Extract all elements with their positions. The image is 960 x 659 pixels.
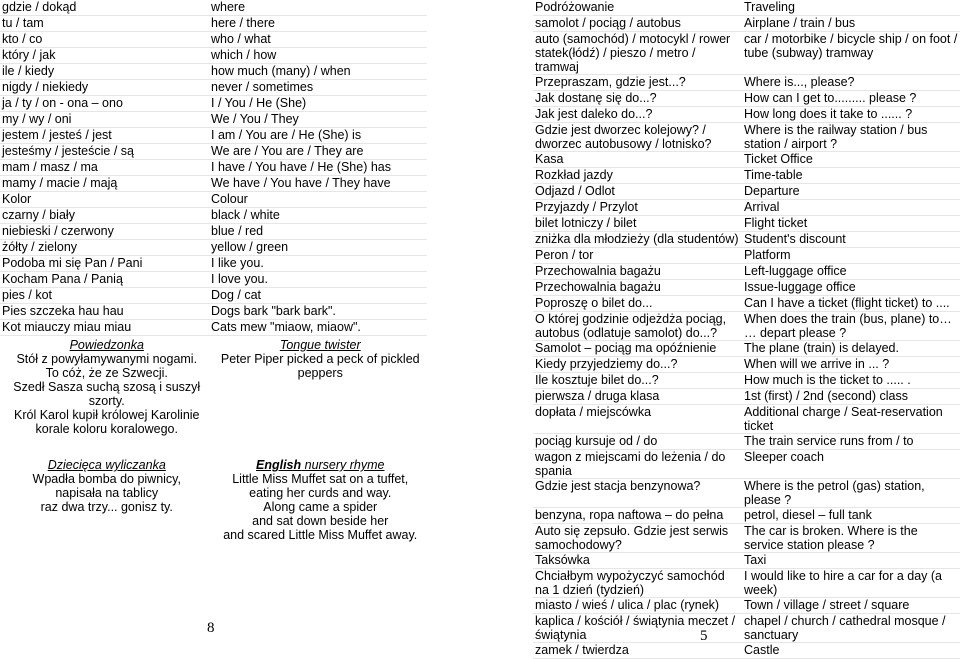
polish-phrase: Kocham Pana / Panią [0,272,209,288]
polish-phrase: jesteśmy / jesteście / są [0,144,209,160]
vocab-table-right [533,0,960,659]
polish-phrase: wagon z miejscami do leżenia / do spania [533,450,742,479]
rhyme2-pl-title: Dziecięca wyliczanka [47,458,166,472]
polish-phrase: pies / kot [0,288,209,304]
english-phrase: Additional charge / Seat-reservation ticket [742,405,960,434]
polish-phrase: zamek / twierdza [533,643,742,659]
vocab-row [533,200,960,216]
vocab-row [0,64,427,80]
english-phrase: petrol, diesel – full tank [742,508,960,524]
polish-phrase: czarny / biały [0,208,209,224]
english-phrase: Dogs bark "bark bark". [209,304,427,320]
vocab-row [0,256,427,272]
vocab-row [0,48,427,64]
polish-phrase: Auto się zepsuło. Gdzie jest serwis samochodowy? [533,524,742,553]
polish-phrase: Jak jest daleko do...? [533,107,742,123]
english-phrase: When does the train (bus, plane) to… … depart please ? [742,312,960,341]
polish-phrase: niebieski / czerwony [0,224,209,240]
polish-phrase: Taksówka [533,553,742,569]
polish-phrase: pociąg kursuje od / do [533,434,742,450]
polish-phrase: gdzie / dokąd [0,0,209,16]
english-phrase: When will we arrive in ... ? [742,357,960,373]
english-phrase: We / You / They [209,112,427,128]
vocab-row [533,123,960,152]
english-phrase: Where is the railway station / bus station / airport ? [742,123,960,152]
polish-phrase: Kasa [533,152,742,168]
rhyme-en-title: Tongue twister [279,338,361,352]
polish-phrase: Przepraszam, gdzie jest...? [533,75,742,91]
polish-phrase: benzyna, ropa naftowa – do pełna [533,508,742,524]
vocab-row [533,357,960,373]
vocab-row [0,80,427,96]
polish-phrase: Kot miauczy miau miau [0,320,209,336]
rhyme-en-column [214,338,428,436]
english-phrase: here / there [209,16,427,32]
polish-phrase: Przechowalnia bagażu [533,264,742,280]
english-phrase: How long does it take to ...... ? [742,107,960,123]
english-phrase: The train service runs from / to [742,434,960,450]
rhyme2-en-title-rest: nursery rhyme [301,458,385,472]
rhyme2-en-column [214,458,428,542]
english-phrase: where [209,0,427,16]
rhyme2-en-text: Little Miss Muffet sat on a tuffet, eating her curds and way. Along came a spider and sat down beside her and scared Little Miss Muffet away. [223,472,418,542]
vocab-row [0,112,427,128]
vocab-row [0,96,427,112]
polish-phrase: Samolot – pociąg ma opóźnienie [533,341,742,357]
english-phrase: Colour [209,192,427,208]
rhyme2-en-title [214,458,428,472]
polish-phrase: jestem / jesteś / jest [0,128,209,144]
polish-phrase: O której godzinie odjeżdża pociąg, autobus (odlatuje samolot) do...? [533,312,742,341]
polish-phrase: Kolor [0,192,209,208]
english-phrase: Time-table [742,168,960,184]
vocab-row [533,152,960,168]
english-phrase: Flight ticket [742,216,960,232]
vocab-row [533,405,960,434]
polish-phrase: miasto / wieś / ulica / plac (rynek) [533,598,742,614]
vocab-row [0,16,427,32]
english-phrase: which / how [209,48,427,64]
vocab-row [533,91,960,107]
polish-phrase: Rozkład jazdy [533,168,742,184]
english-phrase: The plane (train) is delayed. [742,341,960,357]
polish-phrase: dopłata / miejscówka [533,405,742,434]
english-phrase: The car is broken. Where is the service station please ? [742,524,960,553]
vocab-row [533,0,960,16]
polish-phrase: żółty / zielony [0,240,209,256]
english-phrase: Arrival [742,200,960,216]
polish-phrase: samolot / pociąg / autobus [533,16,742,32]
vocab-row [0,320,427,336]
vocab-row [533,569,960,598]
polish-phrase: Odjazd / Odlot [533,184,742,200]
english-phrase: how much (many) / when [209,64,427,80]
polish-phrase: ja / ty / on - ona – ono [0,96,209,112]
english-phrase: Traveling [742,0,960,16]
nursery-rhyme-section [0,458,427,542]
vocab-row [0,192,427,208]
vocab-row [533,434,960,450]
english-phrase: I love you. [209,272,427,288]
english-phrase: Left-luggage office [742,264,960,280]
vocab-row [533,107,960,123]
polish-phrase: kto / co [0,32,209,48]
vocab-row [533,479,960,508]
vocab-row [0,240,427,256]
polish-phrase: Chciałbym wypożyczyć samochód na 1 dzień (tydzień) [533,569,742,598]
polish-phrase: nigdy / niekiedy [0,80,209,96]
vocab-row [533,216,960,232]
english-phrase: Departure [742,184,960,200]
english-phrase: who / what [209,32,427,48]
rhyme2-pl-text: Wpadła bomba do piwnicy, napisała na tablicy raz dwa trzy... gonisz ty. [32,472,181,514]
vocab-row [0,304,427,320]
polish-phrase: Gdzie jest stacja benzynowa? [533,479,742,508]
english-phrase: blue / red [209,224,427,240]
vocab-row [533,232,960,248]
polish-phrase: Poproszę o bilet do... [533,296,742,312]
english-phrase: never / sometimes [209,80,427,96]
rhyme-pl-column [0,338,214,436]
polish-phrase: Ile kosztuje bilet do...? [533,373,742,389]
vocab-row [533,341,960,357]
english-phrase: 1st (first) / 2nd (second) class [742,389,960,405]
english-phrase: Taxi [742,553,960,569]
polish-phrase: zniżka dla młodzieży (dla studentów) [533,232,742,248]
vocab-row [533,32,960,75]
english-phrase: Issue-luggage office [742,280,960,296]
vocab-row [0,288,427,304]
vocab-table-left [0,0,427,336]
vocab-row [0,0,427,16]
rhyme-en-text: Peter Piper picked a peck of pickled peppers [220,352,420,380]
vocab-row [533,450,960,479]
english-phrase: black / white [209,208,427,224]
english-phrase: Platform [742,248,960,264]
polish-phrase: Peron / tor [533,248,742,264]
rhyme2-en-title-bold: English [255,458,302,472]
vocab-row [0,160,427,176]
page-number-left: 8 [207,620,215,636]
vocab-row [533,614,960,643]
english-phrase: Airplane / train / bus [742,16,960,32]
english-phrase: Cats mew "miaow, miaow". [209,320,427,336]
vocab-row [533,598,960,614]
english-phrase: Sleeper coach [742,450,960,479]
english-phrase: Student's discount [742,232,960,248]
polish-phrase: Przechowalnia bagażu [533,280,742,296]
english-phrase: We have / You have / They have [209,176,427,192]
vocab-row [533,248,960,264]
english-phrase: car / motorbike / bicycle ship / on foot / tube (subway) tramway [742,32,960,75]
rhyme2-pl-column [0,458,214,542]
polish-phrase: który / jak [0,48,209,64]
polish-phrase: kaplica / kościół / świątynia meczet / świątynia [533,614,742,643]
polish-phrase: mamy / macie / mają [0,176,209,192]
polish-phrase: Przyjazdy / Przylot [533,200,742,216]
english-phrase: Town / village / street / square [742,598,960,614]
polish-phrase: Jak dostanę się do...? [533,91,742,107]
vocab-row [533,553,960,569]
tongue-twister-section [0,338,427,436]
vocab-row [533,389,960,405]
english-phrase: I would like to hire a car for a day (a week) [742,569,960,598]
right-page [533,0,960,657]
polish-phrase: Podoba mi się Pan / Pani [0,256,209,272]
polish-phrase: auto (samochód) / motocykl / rower statek(łódź) / pieszo / metro / tramwaj [533,32,742,75]
vocab-row [0,176,427,192]
english-phrase: chapel / church / cathedral mosque / sanctuary [742,614,960,643]
vocab-row [0,144,427,160]
polish-phrase: Kiedy przyjedziemy do...? [533,357,742,373]
page-number-right: 5 [700,628,708,644]
polish-phrase: tu / tam [0,16,209,32]
vocab-row [533,643,960,659]
polish-phrase: mam / masz / ma [0,160,209,176]
polish-phrase: my / wy / oni [0,112,209,128]
english-phrase: Dog / cat [209,288,427,304]
vocab-row [533,264,960,280]
rhyme-pl-text: Stół z powyłamywanymi nogami. To cóż, że ze Szwecji. Szedł Sasza suchą szosą i suszył szorty. Król Karol kupił królowej Karolinie korale koloru koralowego. [13,352,201,436]
vocab-row [0,32,427,48]
english-phrase: I am / You are / He (She) is [209,128,427,144]
english-phrase: How much is the ticket to ..... . [742,373,960,389]
vocab-row [533,508,960,524]
english-phrase: I have / You have / He (She) has [209,160,427,176]
vocab-row [533,312,960,341]
vocab-row [533,75,960,91]
vocab-row [533,373,960,389]
polish-phrase: ile / kiedy [0,64,209,80]
english-phrase: Can I have a ticket (flight ticket) to .... [742,296,960,312]
polish-phrase: pierwsza / druga klasa [533,389,742,405]
polish-phrase: Pies szczeka hau hau [0,304,209,320]
vocab-row [533,184,960,200]
english-phrase: We are / You are / They are [209,144,427,160]
vocab-row [0,128,427,144]
english-phrase: Where is the petrol (gas) station, please ? [742,479,960,508]
vocab-row [0,208,427,224]
english-phrase: I / You / He (She) [209,96,427,112]
vocab-row [533,280,960,296]
vocab-row [0,272,427,288]
vocab-row [533,296,960,312]
english-phrase: Ticket Office [742,152,960,168]
vocab-row [0,224,427,240]
english-phrase: Where is..., please? [742,75,960,91]
vocab-row [533,168,960,184]
polish-phrase: Gdzie jest dworzec kolejowy? / dworzec autobusowy / lotnisko? [533,123,742,152]
english-phrase: How can I get to......... please ? [742,91,960,107]
polish-phrase: Podróżowanie [533,0,742,16]
left-page [0,0,427,644]
polish-phrase: bilet lotniczy / bilet [533,216,742,232]
english-phrase: Castle [742,643,960,659]
rhyme-pl-title: Powiedzonka [69,338,144,352]
vocab-row [533,524,960,553]
english-phrase: yellow / green [209,240,427,256]
english-phrase: I like you. [209,256,427,272]
vocab-row [533,16,960,32]
